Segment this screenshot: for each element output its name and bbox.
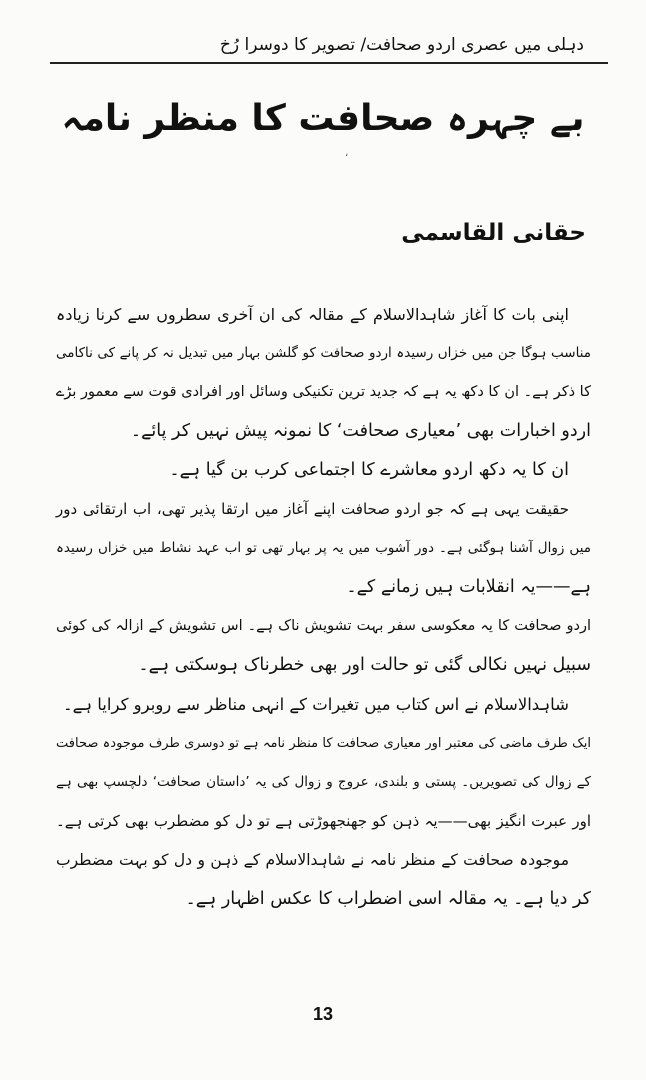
- body-line: اردو اخبارات بھی ’معیاری صحافت‘ کا نمونہ پیش نہیں کر پائے۔: [130, 421, 591, 441]
- body-line: کا ذکر ہے۔ ان کا دکھ یہ ہے کہ جدید ترین تکنیکی وسائل اور افرادی قوت سے معمور بڑے: [55, 384, 591, 400]
- body-line: کے زوال کی تصویریں۔ پستی و بلندی، عروج و زوال کی یہ ’داستان صحافت‘ دلچسپ بھی ہے: [56, 774, 591, 790]
- author-name: حقانی القاسمی: [401, 220, 586, 246]
- header-divider: [50, 62, 608, 64]
- body-line: مناسب ہوگا جن میں خزاں رسیدہ اردو صحافت کو گلشن بہار میں تبدیل نہ کر پانے کی ناکامی: [56, 345, 591, 361]
- body-line: اردو صحافت کا یہ معکوسی سفر بہت تشویش ناک ہے۔ اس تشویش کے ازالہ کی کوئی: [56, 618, 591, 634]
- chapter-title: بے چہرہ صحافت کا منظر نامہ: [61, 98, 585, 139]
- body-line: اور عبرت انگیز بھی——یہ ذہن کو جھنجھوڑتی ہے تو دل کو مضطرب بھی کرتی ہے۔: [56, 812, 591, 830]
- running-header: دہلی میں عصری اردو صحافت/ تصویر کا دوسرا رُخ: [219, 35, 584, 55]
- page-number: 13: [312, 1004, 334, 1024]
- body-line: اپنی بات کا آغاز شاہدالاسلام کے مقالہ کی ان آخری سطروں سے کرنا زیادہ: [56, 305, 569, 324]
- body-line: ان کا یہ دکھ اردو معاشرے کا اجتماعی کرب بن گیا ہے۔: [169, 460, 569, 480]
- body-line: میں زوال آشنا ہوگئی ہے۔ دور آشوب میں یہ پر بہار تھی تو اب عہد نشاط میں خزاں رسیدہ: [56, 540, 591, 556]
- title-mark: ،: [345, 148, 349, 159]
- article-body: [56, 295, 591, 919]
- body-line: موجودہ صحافت کے منظر نامہ نے شاہدالاسلام کے ذہن و دل کو بہت مضطرب: [56, 851, 569, 869]
- body-line: سبیل نہیں نکالی گئی تو حالت اور بھی خطرناک ہوسکتی ہے۔: [138, 655, 591, 675]
- body-line: شاہدالاسلام نے اس کتاب میں تغیرات کے انہی مناظر سے روبرو کرایا ہے۔: [63, 695, 569, 714]
- body-line: کر دیا ہے۔ یہ مقالہ اسی اضطراب کا عکس اظہار ہے۔: [185, 889, 591, 909]
- body-line: حقیقت یہی ہے کہ جو اردو صحافت اپنے آغاز میں ارتقا پذیر تھی، اب ارتقائی دور: [56, 500, 569, 518]
- body-line: ایک طرف ماضی کی معتبر اور معیاری صحافت کا منظر نامہ ہے تو دوسری طرف موجودہ صحافت: [56, 736, 591, 751]
- body-line: ہے——یہ انقلابات ہیں زمانے کے۔: [346, 577, 591, 597]
